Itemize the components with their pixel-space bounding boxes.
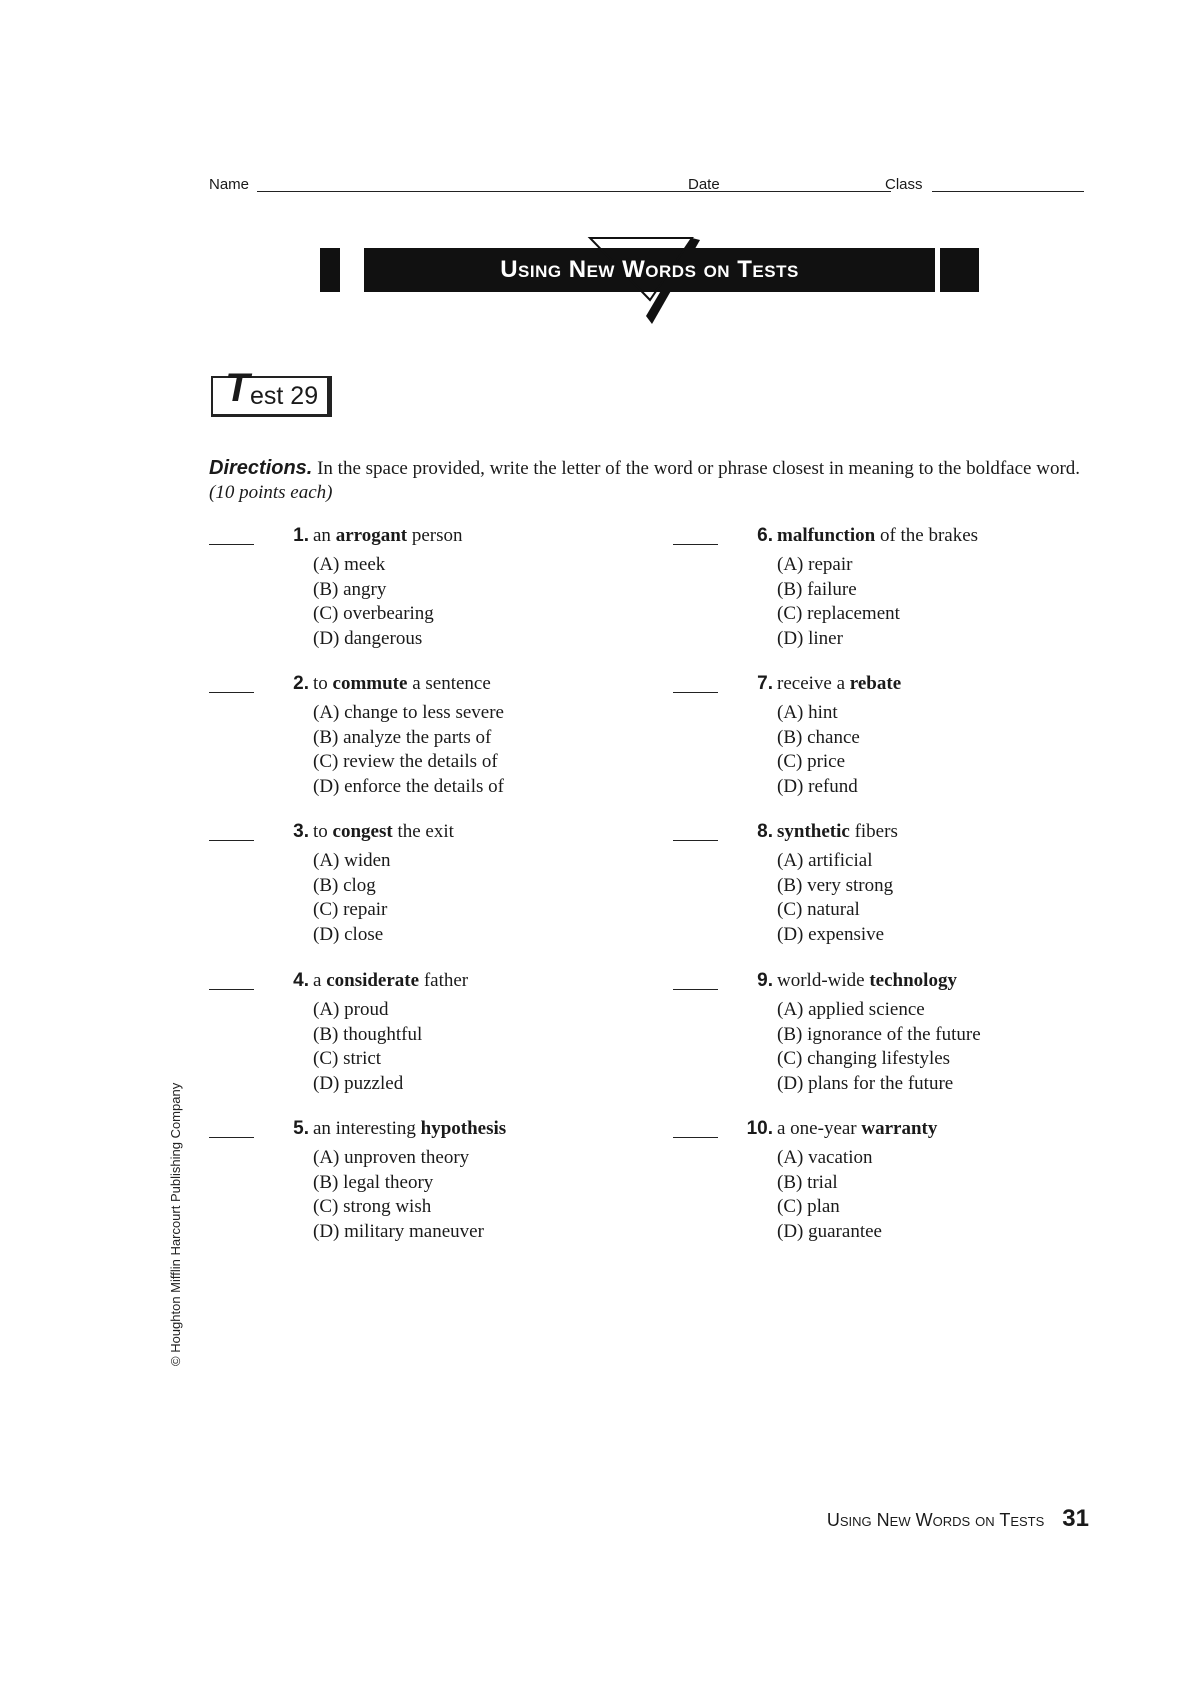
- answer-choice: (D) military maneuver: [313, 1220, 484, 1242]
- answer-choice: (A) repair: [777, 554, 853, 575]
- question-number: 4.: [293, 970, 309, 991]
- student-info-header: [209, 176, 1084, 198]
- question-number: 2.: [293, 673, 309, 694]
- answer-choices: [313, 553, 434, 651]
- stem-bold-word: synthetic: [777, 821, 850, 842]
- directions-text: In the space provided, write the letter of the word or phrase closest in meaning to the boldface word.: [312, 458, 1081, 479]
- stem-bold-word: rebate: [849, 673, 902, 694]
- answer-choice: (B) legal theory: [313, 1171, 434, 1193]
- directions-label: Directions.: [209, 457, 313, 479]
- answer-choice: (C) changing lifestyles: [777, 1048, 951, 1069]
- answer-choices: [313, 701, 504, 799]
- answer-choice: (B) chance: [777, 726, 860, 748]
- answer-choice: (D) enforce the details of: [313, 775, 504, 797]
- stem-bold-word: considerate: [326, 970, 420, 991]
- test-number-label: est 29: [250, 382, 319, 410]
- question-stem: [777, 821, 898, 843]
- answer-choice: (D) guarantee: [777, 1220, 882, 1242]
- answer-blank[interactable]: [673, 989, 718, 990]
- stem-bold-word: arrogant: [335, 525, 408, 546]
- stem-post: person: [407, 525, 463, 546]
- stem-pre: receive a: [777, 673, 850, 694]
- section-banner: [320, 248, 979, 292]
- answer-choices: [777, 849, 893, 947]
- answer-choices: [777, 1146, 882, 1244]
- stem-pre: to: [313, 673, 333, 694]
- answer-blank[interactable]: [673, 692, 718, 693]
- answer-choice: (B) failure: [777, 578, 857, 600]
- answer-choice: (C) strong wish: [313, 1196, 432, 1217]
- question-stem: [777, 1118, 937, 1140]
- answer-choice: (A) proud: [313, 999, 389, 1020]
- answer-choice: (D) puzzled: [313, 1072, 404, 1094]
- answer-blank[interactable]: [673, 544, 718, 545]
- directions-points: (10 points each): [209, 482, 333, 503]
- answer-choices: [313, 1146, 484, 1244]
- class-line[interactable]: [932, 191, 1084, 192]
- question-number: 1.: [293, 525, 309, 546]
- test-first-letter: T: [225, 366, 250, 410]
- stem-pre: a one-year: [777, 1118, 862, 1139]
- answer-choices: [777, 998, 981, 1096]
- answer-choice: (B) ignorance of the future: [777, 1023, 981, 1045]
- answer-choice: (B) analyze the parts of: [313, 726, 492, 748]
- answer-choice: (B) thoughtful: [313, 1023, 423, 1045]
- question-stem: [313, 673, 491, 695]
- answer-choice: (D) plans for the future: [777, 1072, 954, 1094]
- answer-choice: (D) close: [313, 923, 384, 945]
- answer-choice: (C) natural: [777, 899, 860, 920]
- answer-choices: [313, 849, 391, 947]
- answer-choices: [777, 701, 860, 799]
- answer-blank[interactable]: [209, 544, 254, 545]
- stem-post: of the brakes: [875, 525, 979, 546]
- directions: [209, 456, 1094, 505]
- question-stem: [777, 525, 978, 547]
- answer-blank[interactable]: [209, 1137, 254, 1138]
- stem-bold-word: hypothesis: [420, 1118, 507, 1139]
- name-label: Name: [209, 176, 250, 193]
- question-number: 8.: [757, 821, 773, 842]
- answer-choice: (B) angry: [313, 578, 387, 600]
- stem-pre: a: [313, 970, 327, 991]
- banner-title: Using New Words on Tests: [500, 256, 799, 283]
- answer-choices: [313, 998, 422, 1096]
- question-stem: [313, 1118, 506, 1140]
- answer-choice: (B) very strong: [777, 874, 894, 896]
- answer-choices: [777, 553, 900, 651]
- answer-choice: (A) applied science: [777, 999, 925, 1020]
- answer-choice: (A) widen: [313, 850, 391, 871]
- stem-bold-word: commute: [332, 673, 408, 694]
- question-stem: [777, 970, 957, 992]
- answer-choice: (A) artificial: [777, 850, 873, 871]
- stem-pre: world-wide: [777, 970, 870, 991]
- stem-post: father: [419, 970, 469, 991]
- answer-blank[interactable]: [209, 840, 254, 841]
- question-number: 10.: [746, 1118, 773, 1139]
- question-stem: [313, 821, 454, 843]
- footer-title: Using New Words on Tests: [826, 1510, 1045, 1530]
- answer-choice: (A) vacation: [777, 1147, 873, 1168]
- answer-choice: (C) strict: [313, 1048, 382, 1069]
- answer-choice: (A) change to less severe: [313, 702, 504, 723]
- answer-choice: (B) trial: [777, 1171, 838, 1193]
- answer-choice: (B) clog: [313, 874, 376, 896]
- test-number-box: [211, 366, 332, 417]
- stem-pre: an interesting: [313, 1118, 421, 1139]
- page-number: 31: [1062, 1505, 1089, 1532]
- stem-bold-word: malfunction: [777, 525, 876, 546]
- answer-blank[interactable]: [673, 840, 718, 841]
- copyright-side-text: © Houghton Mifflin Harcourt Publishing Company: [168, 1082, 183, 1366]
- answer-choice: (A) hint: [777, 702, 838, 723]
- answer-choice: (C) price: [777, 751, 846, 772]
- answer-choice: (C) repair: [313, 899, 388, 920]
- stem-pre: to: [313, 821, 333, 842]
- question-number: 6.: [757, 525, 773, 546]
- question-number: 3.: [293, 821, 309, 842]
- stem-pre: an: [313, 525, 336, 546]
- class-label: Class: [885, 176, 923, 193]
- question-number: 7.: [757, 673, 773, 694]
- stem-post: a sentence: [407, 673, 491, 694]
- question-stem: [313, 970, 468, 992]
- answer-choice: (C) overbearing: [313, 603, 434, 624]
- answer-blank[interactable]: [209, 692, 254, 693]
- stem-bold-word: warranty: [861, 1118, 938, 1139]
- question-stem: [313, 525, 463, 547]
- answer-choice: (C) replacement: [777, 603, 900, 624]
- question-number: 9.: [757, 970, 773, 991]
- date-label: Date: [688, 176, 720, 193]
- page-footer: [827, 1505, 1089, 1533]
- question-stem: [777, 673, 901, 695]
- question-number: 5.: [293, 1118, 309, 1139]
- date-line[interactable]: [730, 191, 879, 192]
- answer-choice: (A) unproven theory: [313, 1147, 470, 1168]
- answer-blank[interactable]: [209, 989, 254, 990]
- answer-choice: (C) review the details of: [313, 751, 498, 772]
- stem-post: the exit: [392, 821, 454, 842]
- stem-post: fibers: [849, 821, 898, 842]
- answer-choice: (D) dangerous: [313, 627, 423, 649]
- answer-choice: (C) plan: [777, 1196, 840, 1217]
- answer-blank[interactable]: [673, 1137, 718, 1138]
- answer-choice: (A) meek: [313, 554, 386, 575]
- stem-bold-word: congest: [332, 821, 393, 842]
- answer-choice: (D) expensive: [777, 923, 885, 945]
- answer-choice: (D) refund: [777, 775, 858, 797]
- stem-bold-word: technology: [869, 970, 957, 991]
- answer-choice: (D) liner: [777, 627, 843, 649]
